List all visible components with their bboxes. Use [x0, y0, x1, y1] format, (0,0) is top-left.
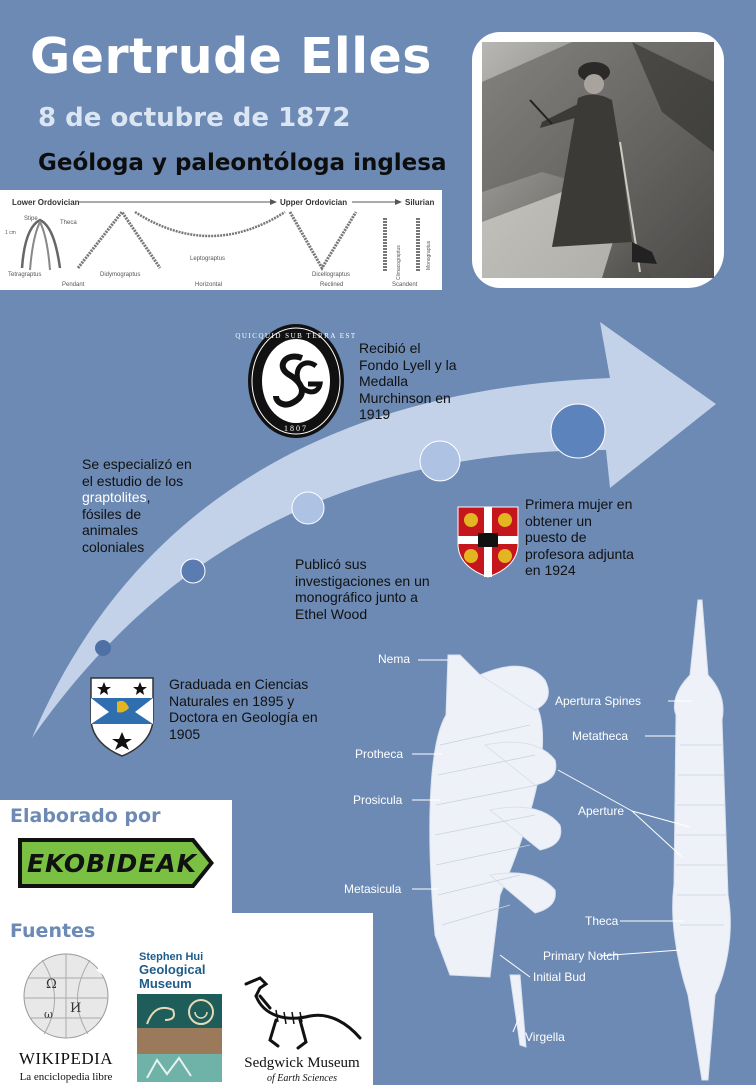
- milestone-graduation: Graduada en Ciencias Naturales en 1895 y Doctora en Geología en 1905: [169, 676, 318, 742]
- period-lower-ordovician: Lower Ordovician: [12, 198, 80, 207]
- made-by-label: Elaborado por: [10, 805, 161, 827]
- svg-text:И: И: [70, 1001, 82, 1016]
- hui-museum-logo[interactable]: [137, 948, 222, 1082]
- svg-text:Protheca: Protheca: [355, 747, 404, 761]
- milestone-monograph: Publicó sus investigaciones en un monográfico junto a Ethel Wood: [295, 556, 430, 622]
- timeline-dot-5: [551, 404, 605, 458]
- svg-text:ω: ω: [44, 1008, 53, 1021]
- svg-text:Leptograptus: Leptograptus: [190, 256, 226, 262]
- graptolite-evolution-figure: [0, 190, 442, 290]
- svg-text:La enciclopedia libre: La enciclopedia libre: [19, 1071, 113, 1083]
- svg-text:Prosicula: Prosicula: [353, 793, 403, 807]
- period-silurian: Silurian: [405, 198, 435, 207]
- page-title: Gertrude Elles: [30, 28, 432, 85]
- svg-text:Scandent: Scandent: [392, 282, 418, 288]
- svg-text:Didymograptus: Didymograptus: [100, 272, 141, 278]
- page-subtitle: Geóloga y paleontóloga inglesa: [38, 150, 447, 176]
- graptolite-anatomy-diagram: [330, 595, 756, 1085]
- svg-text:Theca: Theca: [585, 914, 619, 928]
- svg-text:Stipe: Stipe: [24, 216, 38, 222]
- svg-text:Geological: Geological: [139, 962, 206, 977]
- wikipedia-logo[interactable]: [4, 948, 128, 1084]
- svg-text:Nema: Nema: [378, 652, 411, 666]
- svg-text:Monograptus: Monograptus: [426, 240, 432, 270]
- cambridge-coat-of-arms: [457, 506, 519, 578]
- svg-text:EKOBIDEAK: EKOBIDEAK: [26, 849, 198, 878]
- svg-text:1 cm: 1 cm: [5, 230, 16, 236]
- svg-text:Museum: Museum: [139, 976, 192, 991]
- svg-text:WIKIPEDIA: WIKIPEDIA: [18, 1049, 114, 1068]
- geological-society-seal: [235, 322, 357, 440]
- svg-text:Aperture: Aperture: [578, 804, 625, 818]
- sources-label: Fuentes: [10, 920, 96, 942]
- svg-text:Initial Bud: Initial Bud: [533, 970, 586, 984]
- svg-text:Pendant: Pendant: [62, 282, 85, 288]
- svg-text:Ω: Ω: [46, 977, 57, 992]
- portrait-photo: [482, 42, 714, 278]
- svg-text:Stephen Hui: Stephen Hui: [139, 951, 204, 963]
- timeline-dot-4: [420, 441, 460, 481]
- svg-text:Climacograptus: Climacograptus: [396, 245, 402, 280]
- svg-text:Primary Notch: Primary Notch: [543, 949, 620, 963]
- svg-text:Tetragraptus: Tetragraptus: [8, 272, 42, 278]
- ekobideak-logo[interactable]: [16, 836, 216, 890]
- portrait-frame: [472, 32, 724, 288]
- milestone-lecturer: Primera mujer en obtener un puesto de profesora adjunta en 1924: [525, 496, 634, 578]
- svg-text:Virgella: Virgella: [525, 1030, 565, 1044]
- svg-text:QUICQUID SUB TERRA EST: QUICQUID SUB TERRA EST: [235, 332, 357, 340]
- timeline-dot-1: [95, 640, 111, 656]
- svg-text:Horizontal: Horizontal: [195, 282, 223, 288]
- birth-date: 8 de octubre de 1872: [38, 103, 351, 133]
- milestone-graptolites: Se especializó en el estudio de los graptolites, fósiles de animales coloniales: [82, 456, 192, 555]
- period-upper-ordovician: Upper Ordovician: [280, 198, 348, 207]
- graptolites-link[interactable]: graptolites: [82, 489, 147, 505]
- svg-text:Metasicula: Metasicula: [344, 882, 402, 896]
- svg-text:Apertura Spines: Apertura Spines: [555, 694, 642, 708]
- svg-text:Sedgwick Museum: Sedgwick Museum: [244, 1055, 360, 1071]
- svg-text:of Earth Sciences: of Earth Sciences: [267, 1073, 337, 1084]
- svg-text:Reclined: Reclined: [320, 282, 344, 288]
- svg-text:Metatheca: Metatheca: [572, 729, 629, 743]
- svg-text:1807: 1807: [284, 424, 308, 433]
- timeline-dot-3: [292, 492, 324, 524]
- sedgwick-museum-logo[interactable]: [230, 966, 373, 1084]
- timeline-dot-2: [181, 559, 205, 583]
- svg-text:Dicellograptus: Dicellograptus: [312, 272, 351, 278]
- milestone-lyell-fund: Recibió el Fondo Lyell y la Medalla Murchinson en 1919: [359, 340, 457, 422]
- college-coat-of-arms: [89, 676, 155, 758]
- svg-text:Theca: Theca: [60, 220, 77, 226]
